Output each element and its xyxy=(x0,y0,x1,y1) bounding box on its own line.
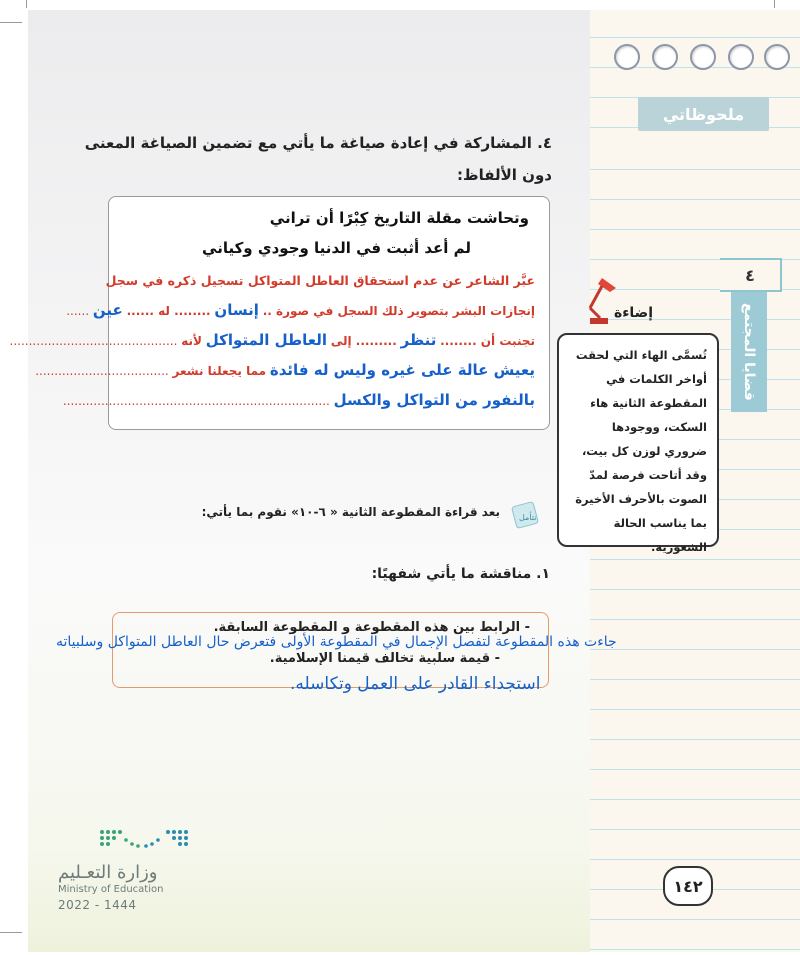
answer-text: تجنبت أن ........ xyxy=(440,334,535,348)
page-number: ١٤٢ xyxy=(663,866,713,906)
handwritten-answer: بالنفور من التواكل والكسل xyxy=(333,391,535,409)
answer-line-2 xyxy=(66,301,535,319)
handwritten-answer: يعيش عالة على غيره وليس له فائدة xyxy=(269,361,535,379)
blank-dots: ................................... xyxy=(35,364,169,378)
notebook-hole xyxy=(690,44,716,70)
crop-mark xyxy=(26,0,27,8)
poem-box xyxy=(9,196,550,430)
blank-dots: ...................................................................... xyxy=(62,394,330,408)
unit-number: ٤ xyxy=(720,258,782,292)
answer-line-4 xyxy=(35,361,535,379)
blank-dots: ...... xyxy=(66,304,90,318)
edition-year: 2022 - 1444 xyxy=(58,898,137,912)
notebook-hole xyxy=(614,44,640,70)
ministry-logo xyxy=(96,826,192,860)
answer-line-5 xyxy=(63,391,535,409)
notes-tab: ملحوظاتي xyxy=(638,97,769,131)
answer-text: ........ له ...... xyxy=(126,304,211,318)
handwritten-answer: تنظر xyxy=(400,331,437,349)
reading-instruction: بعد قراءة المقطوعة الثانية « ٦-١٠» نقوم بما يأتي: xyxy=(201,505,500,519)
discussion-item-1: - الرابط بين هذه المقطوعة و المقطوعة السابقة. xyxy=(213,620,530,635)
answer-text: إنجازات البشر بتصوير ذلك السجل في صورة .. xyxy=(262,304,535,318)
answer-line-3 xyxy=(10,331,535,349)
poem-line-1: وتحاشت مقلة التاريخ كِبْرًا أن تراني xyxy=(269,209,529,227)
ministry-name-en: Ministry of Education xyxy=(58,884,164,895)
notebook-hole xyxy=(764,44,790,70)
answer-text: لأنه xyxy=(181,334,202,348)
crop-mark xyxy=(774,0,775,8)
reflect-icon xyxy=(510,498,542,530)
handwritten-answer: إنسان xyxy=(214,301,259,319)
reflect-icon-label: نتأمل xyxy=(519,513,537,522)
blank-dots: ............................................ xyxy=(9,334,178,348)
lamp-icon xyxy=(582,278,616,326)
poem-line-2: لم أعد أثبت في الدنيا وجودي وكياني xyxy=(202,239,471,257)
crop-mark xyxy=(0,932,22,933)
question-4: ٤. المشاركة في إعادة صياغة ما يأتي مع تضمين الصياغة المعنى دون الألفاظ: xyxy=(84,134,552,184)
question-1: ١. مناقشة ما يأتي شفهيًا: xyxy=(371,566,550,582)
ministry-name-ar: وزارة التعـليم xyxy=(58,862,158,883)
discussion-answer-2: استجداء القادر على العمل وتكاسله. xyxy=(290,674,541,694)
notebook-hole xyxy=(728,44,754,70)
discussion-answer-1: جاءت هذه المقطوعة لتفصل الإجمال في المقطوعة الأولى فتعرض حال العاطل المتواكل وسلبياته xyxy=(56,634,617,650)
handwritten-answer: العاطل المتواكل xyxy=(205,331,327,349)
unit-title-ribbon xyxy=(731,292,767,412)
answer-text: ......... إلى xyxy=(330,334,397,348)
answer-line-1: عبَّر الشاعر عن عدم استحقاق العاطل المتواكل تسجيل ذكره في سجل xyxy=(105,273,535,288)
handwritten-answer: عين xyxy=(92,301,123,319)
crop-mark xyxy=(0,22,22,23)
light-label: إضاءة xyxy=(614,305,654,321)
discussion-item-2: - قيمة سلبية تخالف قيمنا الإسلامية. xyxy=(269,651,500,666)
unit-title: قضايا المجتمع xyxy=(741,303,757,401)
light-box: تُسمَّى الهاء التي لحقت أواخر الكلمات في المقطوعة الثانية هاء السكت، ووجودها ضروري لوزن كل بيت، وقد أتاحت فرصة لمدّ الصوت بالأحرف الأخيرة بما يناسب الحالة الشعورية. xyxy=(557,333,719,547)
answer-text: مما يجعلنا نشعر xyxy=(172,364,267,378)
notebook-hole xyxy=(652,44,678,70)
